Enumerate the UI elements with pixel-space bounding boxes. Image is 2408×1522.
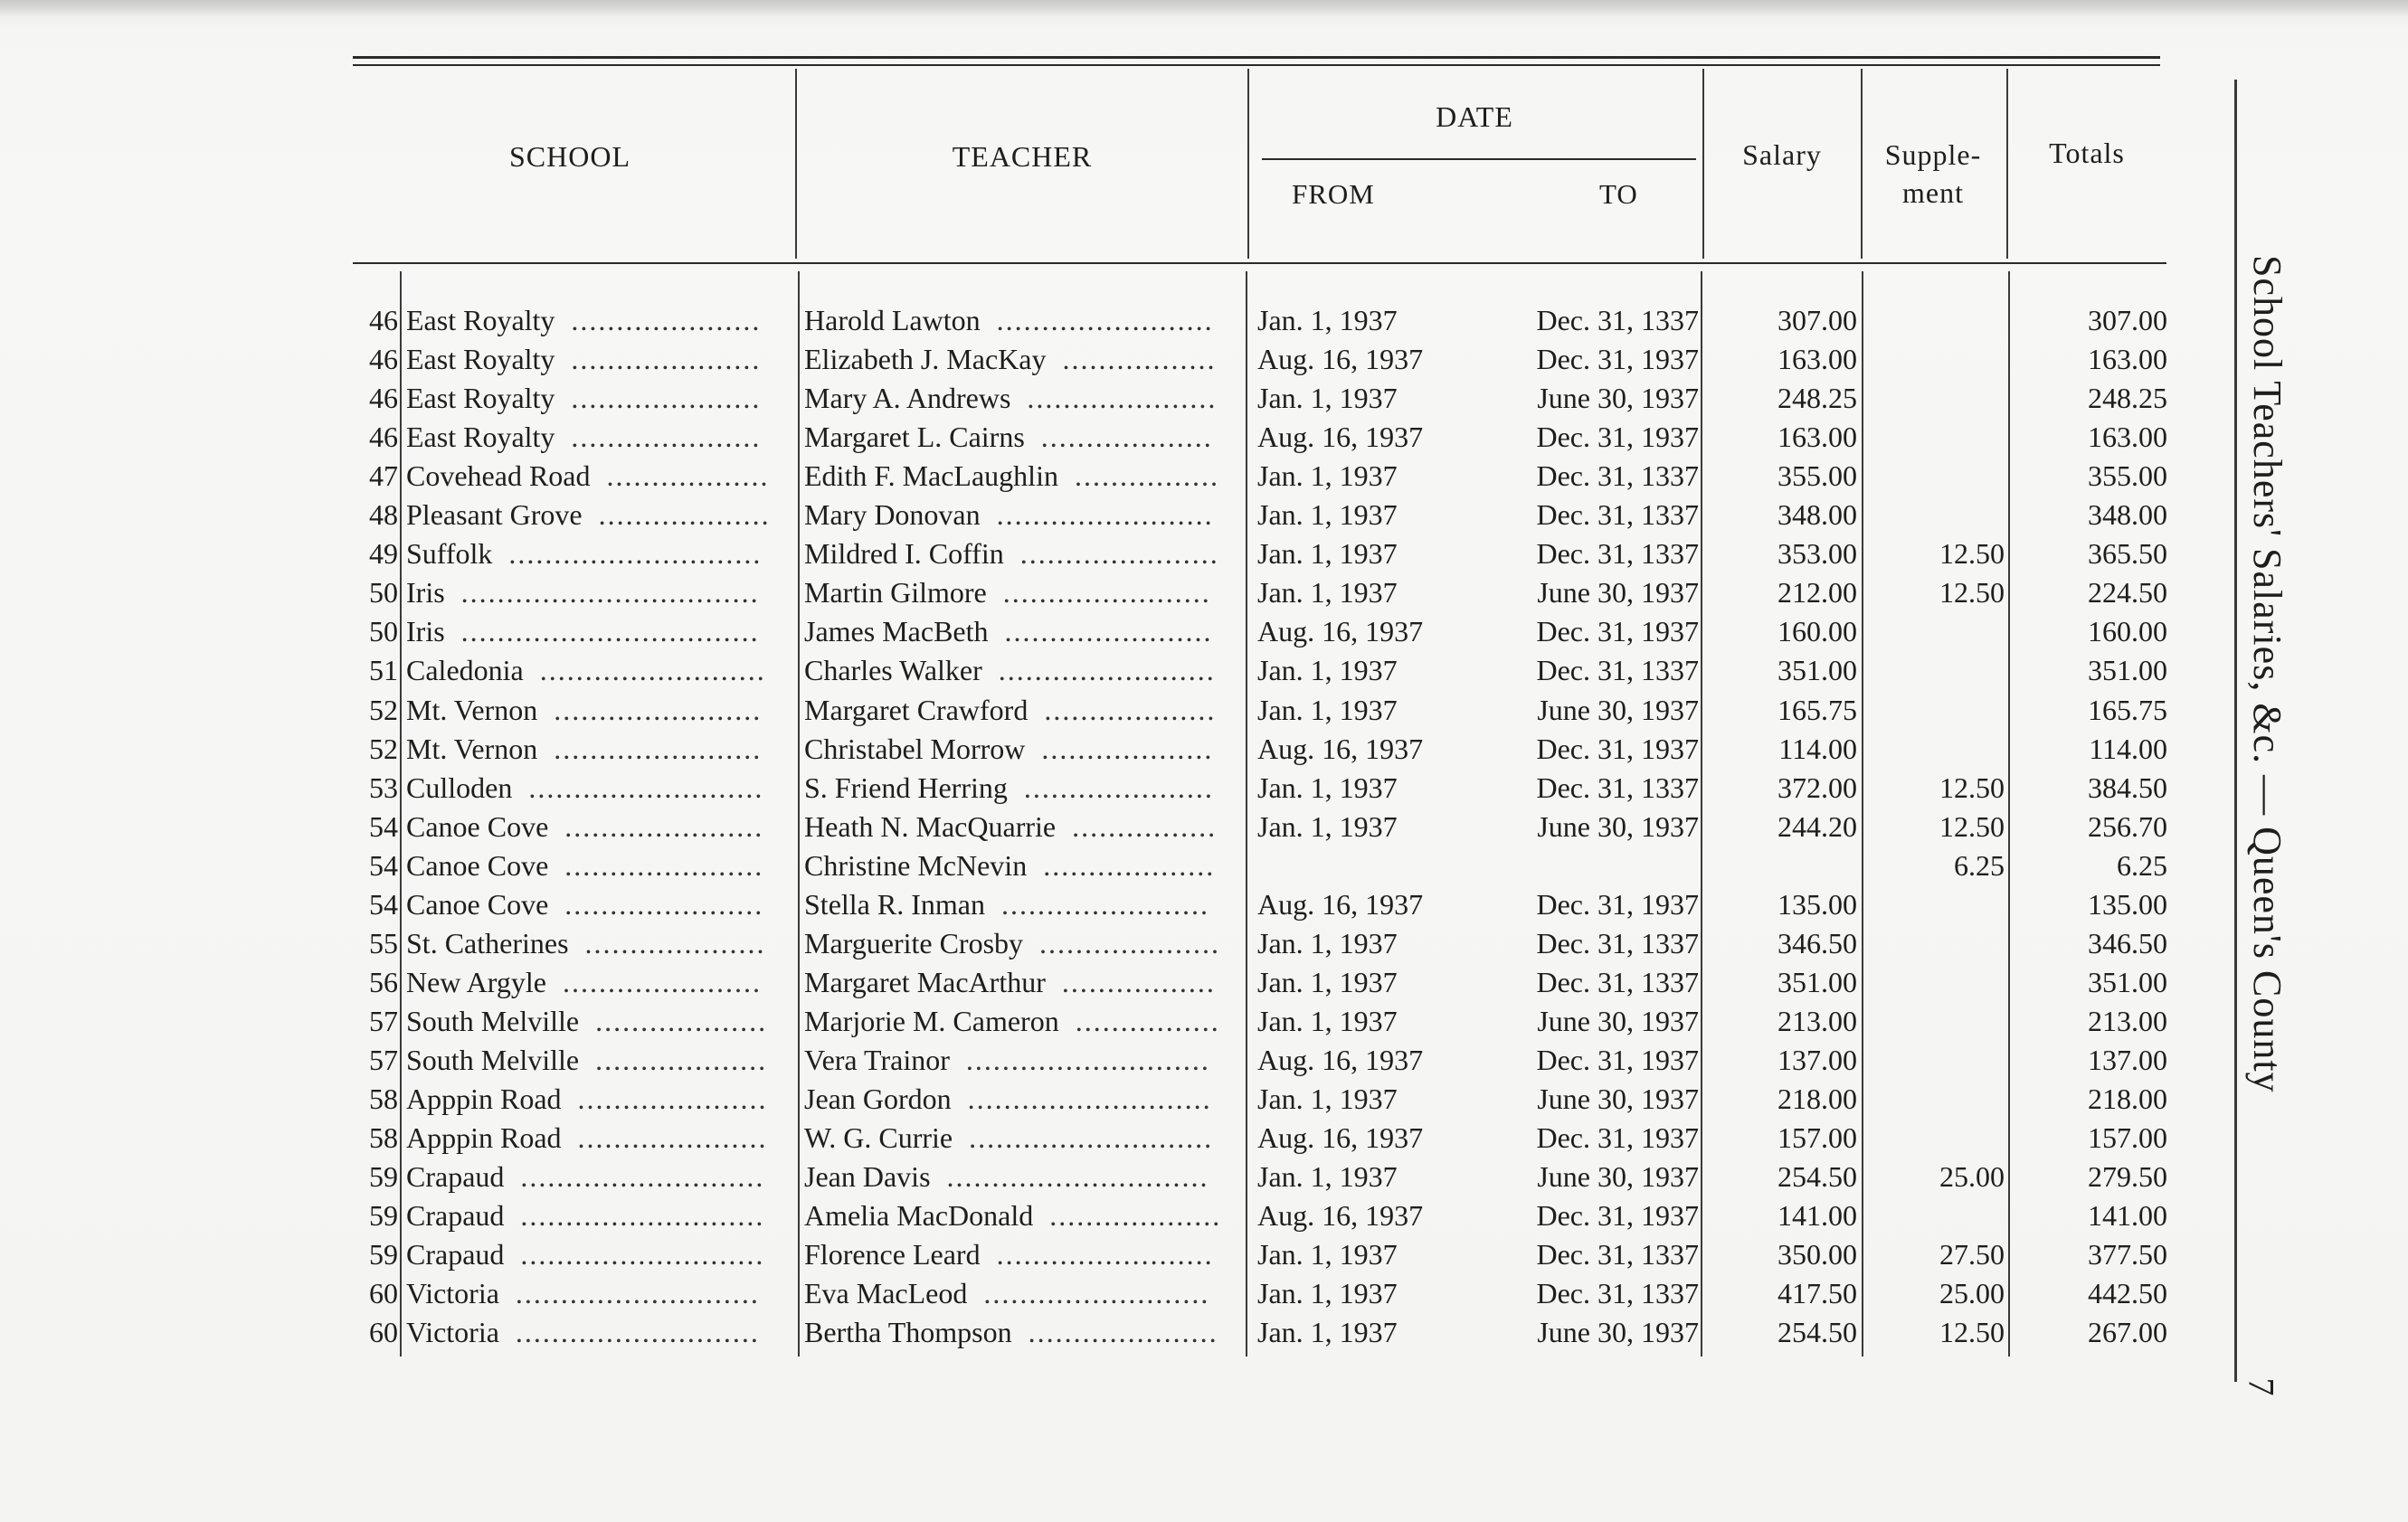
dot-leader: ..........................	[528, 770, 764, 804]
date-to: Dec. 31, 1337	[1536, 459, 1699, 493]
dot-leader: ................	[1072, 809, 1218, 843]
row-number: 55	[369, 926, 398, 960]
side-title: School Teachers' Salaries, &c. — Queen's County	[2245, 255, 2289, 1093]
table-row	[0, 730, 2408, 769]
date-to: Dec. 31, 1337	[1536, 926, 1699, 960]
divider-school-teacher	[795, 69, 797, 259]
date-from: Jan. 1, 1937	[1257, 576, 1398, 610]
date-to: Dec. 31, 1937	[1536, 887, 1699, 921]
teacher-name: Margaret L. Cairns	[804, 421, 1025, 454]
table-row	[0, 612, 2408, 651]
page-number: 7	[2241, 1377, 2282, 1396]
teacher-name: Eva MacLeod	[804, 1277, 968, 1310]
supplement-value: 25.00	[1939, 1277, 2005, 1310]
date-to: Dec. 31, 1937	[1536, 343, 1699, 376]
dot-leader: ...................	[1044, 693, 1217, 726]
table-row	[0, 769, 2408, 808]
row-number: 59	[369, 1238, 398, 1271]
date-from: Aug. 16, 1937	[1257, 1043, 1424, 1076]
school-name: Mt. Vernon	[406, 732, 538, 765]
teacher-name: Christine McNevin	[804, 848, 1028, 882]
row-number: 60	[369, 1316, 398, 1349]
total-value: 377.50	[2088, 1238, 2167, 1271]
date-to: Dec. 31, 1937	[1536, 1121, 1699, 1155]
dot-leader: ...................	[1043, 848, 1216, 882]
date-from: Aug. 16, 1937	[1257, 732, 1424, 765]
total-value: 135.00	[2088, 887, 2167, 921]
date-from: Jan. 1, 1937	[1257, 809, 1398, 843]
school-name: Culloden	[406, 770, 513, 804]
divider-date-salary	[1702, 69, 1704, 259]
row-number: 58	[369, 1082, 398, 1115]
dot-leader: ...........................	[969, 1121, 1214, 1155]
total-value: 442.50	[2088, 1277, 2167, 1310]
total-value: 348.00	[2088, 498, 2167, 532]
dot-leader: .................................	[460, 615, 760, 648]
teacher-name: Mildred I. Coffin	[804, 537, 1004, 571]
table-row	[0, 846, 2408, 885]
school-name: Iris	[406, 576, 445, 610]
salary-value: 212.00	[1778, 576, 1857, 610]
table-row	[0, 340, 2408, 379]
school-name: Caledonia	[406, 654, 524, 687]
date-from: Aug. 16, 1937	[1257, 421, 1424, 454]
supplement-value: 12.50	[1939, 809, 2005, 843]
school-name: Mt. Vernon	[406, 693, 538, 726]
school-name: Canoe Cove	[406, 848, 549, 882]
date-from: Jan. 1, 1937	[1257, 304, 1398, 336]
salary-value: 355.00	[1778, 459, 1857, 493]
salary-value: 351.00	[1778, 965, 1857, 998]
dot-leader: .....................	[571, 421, 762, 454]
dot-leader: ......................	[562, 965, 762, 998]
dot-leader: ................	[1075, 1004, 1220, 1037]
row-number: 51	[369, 654, 398, 687]
row-number: 54	[369, 887, 398, 921]
header-bottom-rule	[353, 262, 2166, 264]
dot-leader: ....................	[1039, 926, 1221, 960]
supplement-value: 27.50	[1939, 1238, 2005, 1271]
row-number: 57	[369, 1004, 398, 1037]
dot-leader: ...........................	[967, 1082, 1212, 1115]
dot-leader: ...........................	[515, 1316, 760, 1349]
date-from: Jan. 1, 1937	[1257, 926, 1398, 960]
table-row	[0, 1313, 2408, 1352]
row-number: 56	[369, 965, 398, 998]
school-name: East Royalty	[406, 382, 555, 415]
row-number: 57	[369, 1043, 398, 1076]
salary-value: 348.00	[1778, 498, 1857, 532]
teacher-name: James MacBeth	[804, 615, 989, 648]
teacher-name: Jean Davis	[804, 1160, 931, 1194]
date-to: June 30, 1937	[1537, 1004, 1699, 1037]
date-from: Jan. 1, 1937	[1257, 537, 1398, 571]
supplement-value: 12.50	[1939, 576, 2005, 610]
supplement-value: 12.50	[1939, 770, 2005, 804]
table-row	[0, 573, 2408, 612]
top-rule-1	[353, 56, 2160, 59]
total-value: 163.00	[2088, 421, 2167, 454]
teacher-name: Margaret MacArthur	[804, 965, 1046, 998]
date-from: Aug. 16, 1937	[1257, 887, 1424, 921]
dot-leader: ...........................	[965, 1043, 1210, 1076]
salary-value: 372.00	[1778, 770, 1857, 804]
total-value: 248.25	[2088, 382, 2167, 415]
total-value: 224.50	[2088, 576, 2167, 610]
header-supplement-line1: Supple-	[1884, 138, 1982, 171]
school-name: Pleasant Grove	[406, 498, 583, 532]
table-row	[0, 534, 2408, 573]
date-from: Jan. 1, 1937	[1257, 654, 1398, 687]
salary-value: 157.00	[1778, 1121, 1857, 1155]
school-name: Crapaud	[406, 1238, 505, 1271]
table-row	[0, 457, 2408, 496]
dot-leader: ......................	[564, 887, 764, 921]
row-number: 46	[369, 343, 398, 376]
header-teacher: TEACHER	[952, 140, 1093, 173]
dot-leader: ...................	[1041, 732, 1214, 765]
salary-value: 163.00	[1778, 421, 1857, 454]
total-value: 267.00	[2088, 1316, 2167, 1349]
school-name: Canoe Cove	[406, 809, 549, 843]
school-name: South Melville	[406, 1043, 580, 1076]
row-number: 46	[369, 421, 398, 454]
school-name: Victoria	[406, 1316, 499, 1349]
salary-value: 254.50	[1778, 1160, 1857, 1194]
row-number: 59	[369, 1199, 398, 1233]
date-from: Jan. 1, 1937	[1257, 1277, 1398, 1310]
dot-leader: ...........................	[515, 1277, 760, 1310]
dot-leader: .........................	[983, 1277, 1210, 1310]
row-number: 47	[369, 459, 398, 493]
date-from: Jan. 1, 1937	[1257, 382, 1398, 415]
total-value: 355.00	[2088, 459, 2167, 493]
dot-leader: ........................	[998, 654, 1216, 687]
date-to: June 30, 1937	[1537, 382, 1699, 415]
row-number: 46	[369, 382, 398, 415]
dot-leader: ...................	[595, 1043, 768, 1076]
school-name: East Royalty	[406, 421, 555, 454]
total-value: 351.00	[2088, 965, 2167, 998]
dot-leader: .....................	[571, 343, 762, 376]
salary-value: 248.25	[1778, 382, 1857, 415]
header-date: DATE	[1436, 100, 1513, 133]
salary-value: 353.00	[1778, 537, 1857, 571]
date-from: Aug. 16, 1937	[1257, 615, 1424, 648]
date-from: Jan. 1, 1937	[1257, 459, 1398, 493]
salary-value: 135.00	[1778, 887, 1857, 921]
dot-leader: .....................	[571, 382, 762, 415]
total-value: 163.00	[2088, 343, 2167, 376]
date-from: Jan. 1, 1937	[1257, 965, 1398, 998]
dot-leader: ........................	[996, 1238, 1214, 1271]
date-to: Dec. 31, 1337	[1536, 498, 1699, 532]
dot-leader: .......................	[554, 732, 763, 765]
divider-supplement-totals	[2006, 69, 2008, 259]
divider-salary-supplement	[1861, 69, 1863, 259]
salary-value: 417.50	[1778, 1277, 1857, 1310]
dot-leader: ..................	[606, 459, 770, 493]
date-from: Aug. 16, 1937	[1257, 1199, 1424, 1233]
teacher-name: Martin Gilmore	[804, 576, 987, 610]
table-row	[0, 418, 2408, 457]
total-value: 6.25	[2117, 848, 2167, 882]
school-name: Canoe Cove	[406, 887, 549, 921]
top-rule-2	[353, 64, 2160, 66]
teacher-name: Mary Donovan	[804, 498, 981, 532]
table-row	[0, 1119, 2408, 1158]
table-row	[0, 379, 2408, 418]
date-subheader-rule	[1262, 158, 1696, 160]
salary-value: 218.00	[1778, 1082, 1857, 1115]
teacher-name: Marjorie M. Cameron	[804, 1004, 1059, 1037]
date-to: June 30, 1937	[1537, 1316, 1699, 1349]
dot-leader: ......................	[1019, 537, 1219, 571]
date-from: Jan. 1, 1937	[1257, 1316, 1398, 1349]
school-name: East Royalty	[406, 304, 555, 336]
table-row	[0, 808, 2408, 846]
supplement-value: 6.25	[1954, 848, 2005, 882]
salary-value: 165.75	[1778, 693, 1857, 726]
dot-leader: .......................	[1002, 576, 1211, 610]
table-row	[0, 963, 2408, 1002]
teacher-name: Charles Walker	[804, 654, 982, 687]
row-number: 52	[369, 693, 398, 726]
date-from: Jan. 1, 1937	[1257, 1004, 1398, 1037]
school-name: Victoria	[406, 1277, 499, 1310]
table-row	[0, 924, 2408, 963]
salary-value: 351.00	[1778, 654, 1857, 687]
teacher-name: Edith F. MacLaughlin	[804, 459, 1058, 493]
row-number: 54	[369, 848, 398, 882]
row-number: 49	[369, 537, 398, 571]
teacher-name: Bertha Thompson	[804, 1316, 1012, 1349]
dot-leader: ...................	[1040, 421, 1213, 454]
dot-leader: ...................	[1049, 1199, 1222, 1233]
date-to: Dec. 31, 1937	[1536, 1043, 1699, 1076]
table-row	[0, 1080, 2408, 1119]
school-name: South Melville	[406, 1004, 580, 1037]
salary-value: 350.00	[1778, 1238, 1857, 1271]
total-value: 137.00	[2088, 1043, 2167, 1076]
teacher-name: Amelia MacDonald	[804, 1199, 1034, 1233]
dot-leader: .....................	[1023, 770, 1214, 804]
total-value: 307.00	[2088, 304, 2167, 336]
school-name: Suffolk	[406, 537, 493, 571]
salary-value: 254.50	[1778, 1316, 1857, 1349]
date-to: Dec. 31, 1937	[1536, 1199, 1699, 1233]
table-row	[0, 691, 2408, 730]
total-value: 346.50	[2088, 926, 2167, 960]
salary-value: 114.00	[1778, 732, 1857, 765]
teacher-name: Mary A. Andrews	[804, 382, 1011, 415]
teacher-name: Jean Gordon	[804, 1082, 952, 1115]
date-to: Dec. 31, 1337	[1536, 770, 1699, 804]
school-name: Crapaud	[406, 1199, 505, 1233]
dot-leader: ....................	[584, 926, 766, 960]
date-from: Jan. 1, 1937	[1257, 770, 1398, 804]
teacher-name: Marguerite Crosby	[804, 926, 1024, 960]
date-to: Dec. 31, 1937	[1536, 615, 1699, 648]
supplement-value: 12.50	[1939, 537, 2005, 571]
teacher-name: Margaret Crawford	[804, 693, 1029, 726]
total-value: 279.50	[2088, 1160, 2167, 1194]
date-to: June 30, 1937	[1537, 809, 1699, 843]
header-to: TO	[1599, 178, 1638, 210]
total-value: 141.00	[2088, 1199, 2167, 1233]
header-supplement-line2: ment	[1902, 176, 1964, 209]
date-to: Dec. 31, 1937	[1536, 732, 1699, 765]
dot-leader: .....................	[577, 1121, 768, 1155]
row-number: 54	[369, 809, 398, 843]
date-to: Dec. 31, 1337	[1536, 654, 1699, 687]
table-row	[0, 885, 2408, 924]
table-row	[0, 1274, 2408, 1313]
dot-leader: ........................	[996, 498, 1214, 532]
row-number: 46	[369, 304, 398, 336]
teacher-name: Christabel Morrow	[804, 732, 1026, 765]
dot-leader: .................	[1062, 343, 1217, 376]
date-from: Jan. 1, 1937	[1257, 1160, 1398, 1194]
row-number: 60	[369, 1277, 398, 1310]
dot-leader: ...................	[595, 1004, 768, 1037]
dot-leader: ............................	[508, 537, 763, 571]
teacher-name: Stella R. Inman	[804, 887, 985, 921]
school-name: St. Catherines	[406, 926, 569, 960]
school-name: Covehead Road	[406, 459, 591, 493]
dot-leader: .....................	[577, 1082, 768, 1115]
date-from: Jan. 1, 1937	[1257, 1082, 1398, 1115]
date-to: June 30, 1937	[1537, 693, 1699, 726]
dot-leader: .....................	[1027, 382, 1218, 415]
dot-leader: ...................	[598, 498, 771, 532]
row-number: 48	[369, 498, 398, 532]
divider-teacher-date	[1247, 69, 1249, 259]
total-value: 213.00	[2088, 1004, 2167, 1037]
header-salary: Salary	[1742, 138, 1822, 171]
salary-value: 346.50	[1778, 926, 1857, 960]
date-to: June 30, 1937	[1537, 1160, 1699, 1194]
table-row	[0, 1002, 2408, 1041]
date-to: June 30, 1937	[1537, 1082, 1699, 1115]
dot-leader: .............................	[946, 1160, 1209, 1194]
row-number: 53	[369, 770, 398, 804]
teacher-name: Elizabeth J. MacKay	[804, 343, 1047, 376]
dot-leader: .................	[1061, 965, 1216, 998]
page-edge-shadow	[0, 0, 2408, 16]
date-to: Dec. 31, 1337	[1536, 1277, 1699, 1310]
dot-leader: ...........................	[520, 1160, 765, 1194]
school-name: Apppin Road	[406, 1082, 562, 1115]
date-to: Dec. 31, 1337	[1536, 537, 1699, 571]
teacher-name: W. G. Currie	[804, 1121, 953, 1155]
salary-value: 141.00	[1778, 1199, 1857, 1233]
supplement-value: 25.00	[1939, 1160, 2005, 1194]
dot-leader: ......................	[564, 848, 764, 882]
supplement-value: 12.50	[1939, 1316, 2005, 1349]
total-value: 256.70	[2088, 809, 2167, 843]
school-name: East Royalty	[406, 343, 555, 376]
date-from: Jan. 1, 1937	[1257, 1238, 1398, 1271]
school-name: Apppin Road	[406, 1121, 562, 1155]
date-from: Aug. 16, 1937	[1257, 1121, 1424, 1155]
school-name: Crapaud	[406, 1160, 505, 1194]
total-value: 365.50	[2088, 537, 2167, 571]
dot-leader: .......................	[1000, 887, 1209, 921]
total-value: 384.50	[2088, 770, 2167, 804]
dot-leader: .....................	[1028, 1316, 1218, 1349]
school-name: New Argyle	[406, 965, 546, 998]
teacher-name: Harold Lawton	[804, 304, 981, 336]
total-value: 157.00	[2088, 1121, 2167, 1155]
dot-leader: .........................	[539, 654, 766, 687]
total-value: 218.00	[2088, 1082, 2167, 1115]
total-value: 114.00	[2089, 732, 2167, 765]
total-value: 165.75	[2088, 693, 2167, 726]
header-from: FROM	[1292, 178, 1375, 210]
dot-leader: ......................	[564, 809, 764, 843]
teacher-name: S. Friend Herring	[804, 770, 1008, 804]
date-to: June 30, 1937	[1537, 576, 1699, 610]
table-row	[0, 651, 2408, 690]
date-from: Jan. 1, 1937	[1257, 498, 1398, 532]
teacher-name: Heath N. MacQuarrie	[804, 809, 1057, 843]
salary-value: 244.20	[1778, 809, 1857, 843]
table-row	[0, 301, 2408, 340]
salary-value: 307.00	[1778, 304, 1857, 336]
row-number: 58	[369, 1121, 398, 1155]
table-row	[0, 1041, 2408, 1080]
row-number: 50	[369, 615, 398, 648]
header-school: SCHOOL	[508, 140, 630, 173]
date-from: Jan. 1, 1937	[1257, 693, 1398, 726]
table-row	[0, 1158, 2408, 1196]
dot-leader: .....................	[571, 304, 762, 336]
total-value: 351.00	[2088, 654, 2167, 687]
school-name: Iris	[406, 615, 445, 648]
header-totals: Totals	[2049, 137, 2125, 169]
row-number: 52	[369, 732, 398, 765]
dot-leader: ...........................	[520, 1238, 765, 1271]
total-value: 160.00	[2088, 615, 2167, 648]
date-to: Dec. 31, 1337	[1536, 304, 1699, 336]
salary-value: 160.00	[1778, 615, 1857, 648]
salary-value: 163.00	[1778, 343, 1857, 376]
dot-leader: .................................	[460, 576, 760, 610]
salary-value: 137.00	[1778, 1043, 1857, 1076]
table-row	[0, 1235, 2408, 1274]
dot-leader: .......................	[1004, 615, 1213, 648]
row-number: 59	[369, 1160, 398, 1194]
dot-leader: ...........................	[520, 1199, 765, 1233]
row-number: 50	[369, 576, 398, 610]
date-to: Dec. 31, 1337	[1536, 1238, 1699, 1271]
table-row	[0, 496, 2408, 534]
date-from: Aug. 16, 1937	[1257, 343, 1424, 376]
dot-leader: .......................	[554, 693, 763, 726]
teacher-name: Florence Leard	[804, 1238, 981, 1271]
teacher-name: Vera Trainor	[804, 1043, 950, 1076]
dot-leader: ................	[1074, 459, 1219, 493]
date-to: Dec. 31, 1337	[1536, 965, 1699, 998]
table-row	[0, 1196, 2408, 1235]
date-to: Dec. 31, 1937	[1536, 421, 1699, 454]
salary-value: 213.00	[1778, 1004, 1857, 1037]
dot-leader: ........................	[996, 304, 1214, 336]
